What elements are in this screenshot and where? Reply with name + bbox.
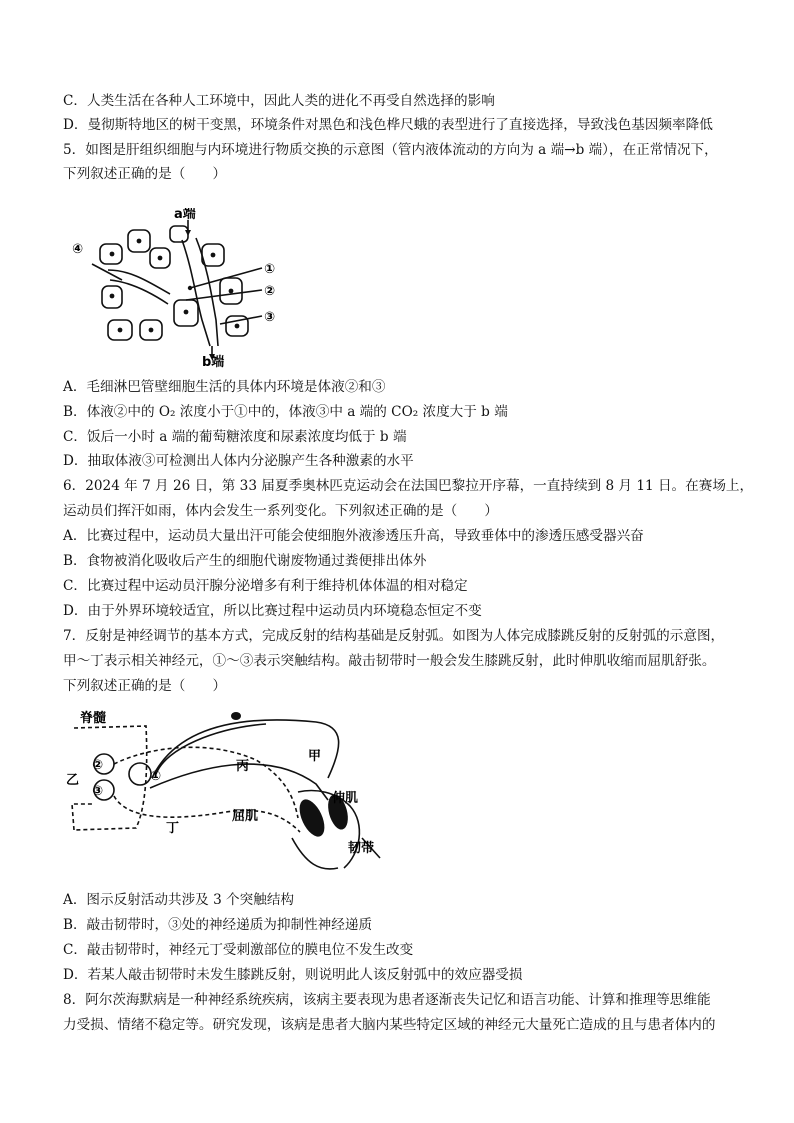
q5-option-d: D．抽取体液③可检测出人体内分泌腺产生各种激素的水平 [63,453,414,469]
fig2-spine-label: 脊髓 [80,711,107,726]
fig1-label-2: ② [264,284,276,299]
fig1-label-4: ④ [72,242,84,257]
q7-option-c: C．敲击韧带时，神经元丁受刺激部位的膜电位不发生改变 [63,942,414,958]
fig2-synapse-3: ③ [92,784,104,799]
fig2-yi-label: 乙 [66,773,80,788]
fig2-bing-label: 丙 [236,759,250,774]
q7-stem-line1: 7．反射是神经调节的基本方式，完成反射的结构基础是反射弧。如图为人体完成膝跳反射的反射弧的示意图， [63,628,725,644]
fig2-synapse-2: ② [92,758,104,773]
q6-stem-line2: 运动员们挥汗如雨，体内会发生一系列变化。下列叙述正确的是（ ） [63,503,498,519]
q6-option-c: C．比赛过程中运动员汗腺分泌增多有利于维持机体体温的相对稳定 [63,578,468,594]
fig2-ding-label: 丁 [166,821,180,836]
fig1-label-3: ③ [264,310,276,325]
q8-line1: 8．阿尔茨海默病是一种神经系统疾病，该病主要表现为患者逐渐丧失记忆和语言功能、计算和推理等思维能 [63,992,711,1008]
fig2-ligament-label: 韧带 [348,841,375,856]
q5-option-b: B．体液②中的 O₂ 浓度小于①中的，体液③中 a 端的 CO₂ 浓度大于 b 端 [63,404,508,420]
liver-tissue-figure [70,208,300,368]
fig2-flexor-label: 屈肌 [232,809,259,824]
q6-option-a: A．比赛过程中，运动员大量出汗可能会使细胞外液渗透压升高，导致垂体中的渗透压感受器兴奋 [63,528,644,544]
q7-option-d: D．若某人敲击韧带时未发生膝跳反射，则说明此人该反射弧中的效应器受损 [63,967,523,983]
fig2-synapse-1: ① [150,769,162,784]
q7-option-a: A．图示反射活动共涉及 3 个突触结构 [63,892,295,908]
q5-option-a: A．毛细淋巴管壁细胞生活的具体内环境是体液②和③ [63,379,386,395]
q7-stem-line2: 甲～丁表示相关神经元，①～③表示突触结构。敲击韧带时一般会发生膝跳反射，此时伸肌收缩而屈肌舒张。 [63,653,716,669]
fig1-a-end-label: a端 [174,208,196,222]
q5-stem-line1: 5．如图是肝组织细胞与内环境进行物质交换的示意图（管内液体流动的方向为 a 端→b 端），在正常情况下， [63,142,718,158]
fig2-jia-label: 甲 [308,749,322,764]
q4-option-d: D．曼彻斯特地区的树干变黑，环境条件对黑色和浅色桦尺蛾的表型进行了直接选择，导致浅色基因频率降低 [63,117,713,133]
q5-option-c: C．饭后一小时 a 端的葡萄糖浓度和尿素浓度均低于 b 端 [63,429,407,445]
q4-option-c: C．人类生活在各种人工环境中，因此人类的进化不再受自然选择的影响 [63,93,495,109]
q7-option-b: B．敲击韧带时，③处的神经递质为抑制性神经递质 [63,917,373,933]
fig2-extensor-label: 伸肌 [332,791,359,806]
q6-option-b: B．食物被消化吸收后产生的细胞代谢废物通过粪便排出体外 [63,553,427,569]
q6-option-d: D．由于外界环境较适宜，所以比赛过程中运动员内环境稳态恒定不变 [63,603,482,619]
fig1-label-1: ① [264,262,276,277]
q7-stem-line3: 下列叙述正确的是（ ） [63,678,227,694]
q5-stem-line2: 下列叙述正确的是（ ） [63,166,227,182]
reflex-arc-figure [66,708,400,884]
q6-stem-line1: 6．2024 年 7 月 26 日，第 33 届夏季奥林匹克运动会在法国巴黎拉开序幕，一直持续到 8 月 11 日。在赛场上， [63,478,754,494]
q8-line2: 力受损、情绪不稳定等。研究发现，该病是患者大脑内某些特定区域的神经元大量死亡造成的且与患者体内的 [63,1017,716,1033]
fig1-b-end-label: b端 [202,355,225,368]
